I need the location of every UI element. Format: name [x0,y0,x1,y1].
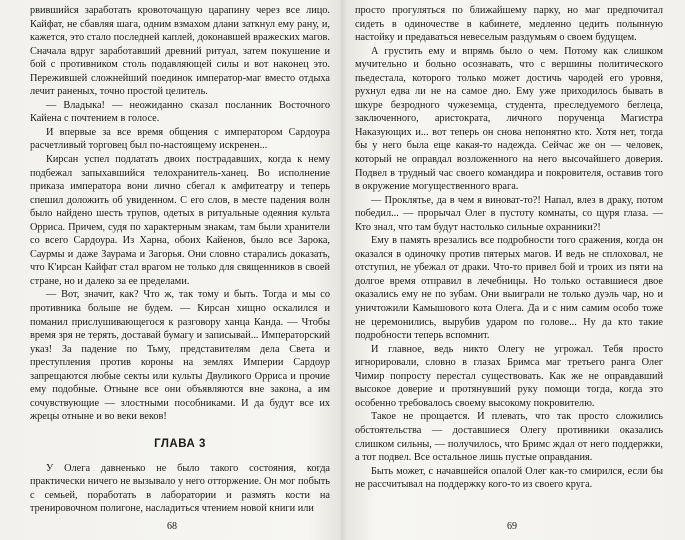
paragraph: — Владыка! — неожиданно сказал посланник Восточного Кайена с почтением в голосе. [30,99,330,125]
paragraph: Кирсан успел подлатать двоих пострадавших, когда к нему подбежал запыхавшийся телохранитель-ханец. Во исполнение приказа императора вони лично сбегал к амфитеатру и теперь спешил доложить об увиденном. С его слов, в месте падения волн было найдено шесть трупов, одетых в ритуальные одеяния культа Орриса. Причем, судя по характерным знакам, там были хранители со всего Сардоура. Из Харна, обоих Кайенов, было все Зарока, Саурмы и даже Заурама и Загорья. Они словно старались доказать, что К'ирсан Кайфат стал врагом не только для священников в своей стране, но и далеко за ее пределами. [30,154,330,287]
left-page [0,0,342,540]
paragraph: рвившийся заработать кровоточащую царапину через все лицо. Кайфат, не сбавляя шага, одним взмахом длани заткнул ему рану, и, кажется, это стало последней каплей, доконавшей вражеских магов. Сначала вдруг заработавший древний ритуал, затем покушение и бой с противником столь подавляющей силы и вот наконец это. Пережившей сложнейший поединок император-маг вместо отдыха лечит раненых, точно простой целитель. [30,5,330,98]
paragraph: Ему в память врезались все подробности того сражения, когда он оказался в одиночку против пятерых магов. И ведь не сплоховал, не отступил, не убежал от драки. Что-то привел бой и троих из пяти на долгое время отправил в лечебницы. Но только оставшиеся двое оказались ему не по зубам. Они выиграли не только дуэль чар, но и уничтожили Камышового кота Олега. Да и с ним самим особо тоже не церемонились, вырубив ударом по голове... Ну да кто такие подробности теперь вспомнит. [355,235,663,342]
right-page [343,0,685,540]
paragraph: Такое не прощается. И плевать, что так просто сложились обстоятельства — доставшиеся Олегу противники оказались слишком сильны, — получилось, что Бримс ждал от него поддержки, а тот подвел. Все остальное лишь пустые оправдания. [355,411,663,464]
paragraph: Быть может, с начавшейся опалой Олег как-то смирился, если бы не рассчитывал на поддержку кого-то из своего круга. [355,465,663,491]
right-page-text [355,4,663,492]
paragraph: И главное, ведь никто Олегу не угрожал. Тебя просто игнорировали, словно в глазах Бримса маг третьего ранга Олег Чимир попросту перестал существовать. Как же не оправдавший высокое доверие и протянувший руку помощи тогда, когда это особенно требовалось своему высокому покровителю. [355,343,663,409]
chapter-title: ГЛАВА 3 [154,437,206,450]
page-number-left: 68 [167,521,177,532]
paragraph: И впервые за все время общения с императором Сардоура расчетливый торговец был по-настоящему искренен... [30,126,330,152]
paragraph: А грустить ему и впрямь было о чем. Потому как слишком мучительно и больно осознавать, что с вершины политического пьедестала, которого только может достичь чародей его уровня, рухнул едва ли не на самое дно. Ему уже приходилось бывать в шкуре безродного чужеземца, студента, преследуемого беглеца, заключенного, аристократа, личного порученца Магистра Наказующих и... вот теперь он снова непонятно кто. Хотя нет, тогда бы у него была еще какая-то надежда. Сейчас же он — человек, который не оправдал возложенного на него высочайшего доверия. Подвел в трудный час своего командира и покровителя, оставив того в окружение могущественного врага. [355,45,663,193]
paragraph: У Олега давненько не было такого состояния, когда практически ничего не вызывало у него отторжение. Он мог побыть с семьей, поработать в лаборатории и размять кости на тренировочном полигоне, насладиться чтением новой книги или [30,462,330,515]
page-number-right: 69 [507,521,517,532]
paragraph: просто прогуляться по ближайшему парку, но маг предпочитал сидеть в одиночестве в кабинете, медленно цедить полынную настойку и предаваться невеселым раздумьям о своем будущем. [355,5,663,44]
paragraph: — Вот, значит, как? Что ж, так тому и быть. Тогда и мы со противника больше не будем. — Кирсан хищно оскалился и поманил прислушивающегося к разговору ханца Канда. — Чтобы время зря не терять, доставай бумагу и записывай... Императорский указ! За падение по Тьму, представителям дела Света и преступления против короны на землях Империи Сардоур запрещаются любые секты или культы Двуликого Орриса и прочие ему подобные. Отныне все они объявляются вне закона, а им сочувствующие — злостными пособниками. И да будут все их жрецы отныне и во веки веков! [30,289,330,423]
left-page-text [30,4,330,516]
paragraph: — Проклятье, да в чем я виноват-то?! Напал, влез в драку, потом победил... — прорычал Олег в пустоту комнаты, со щуря глаза. — Кто знал, что там будут настолько сильные охранники?! [355,194,663,233]
